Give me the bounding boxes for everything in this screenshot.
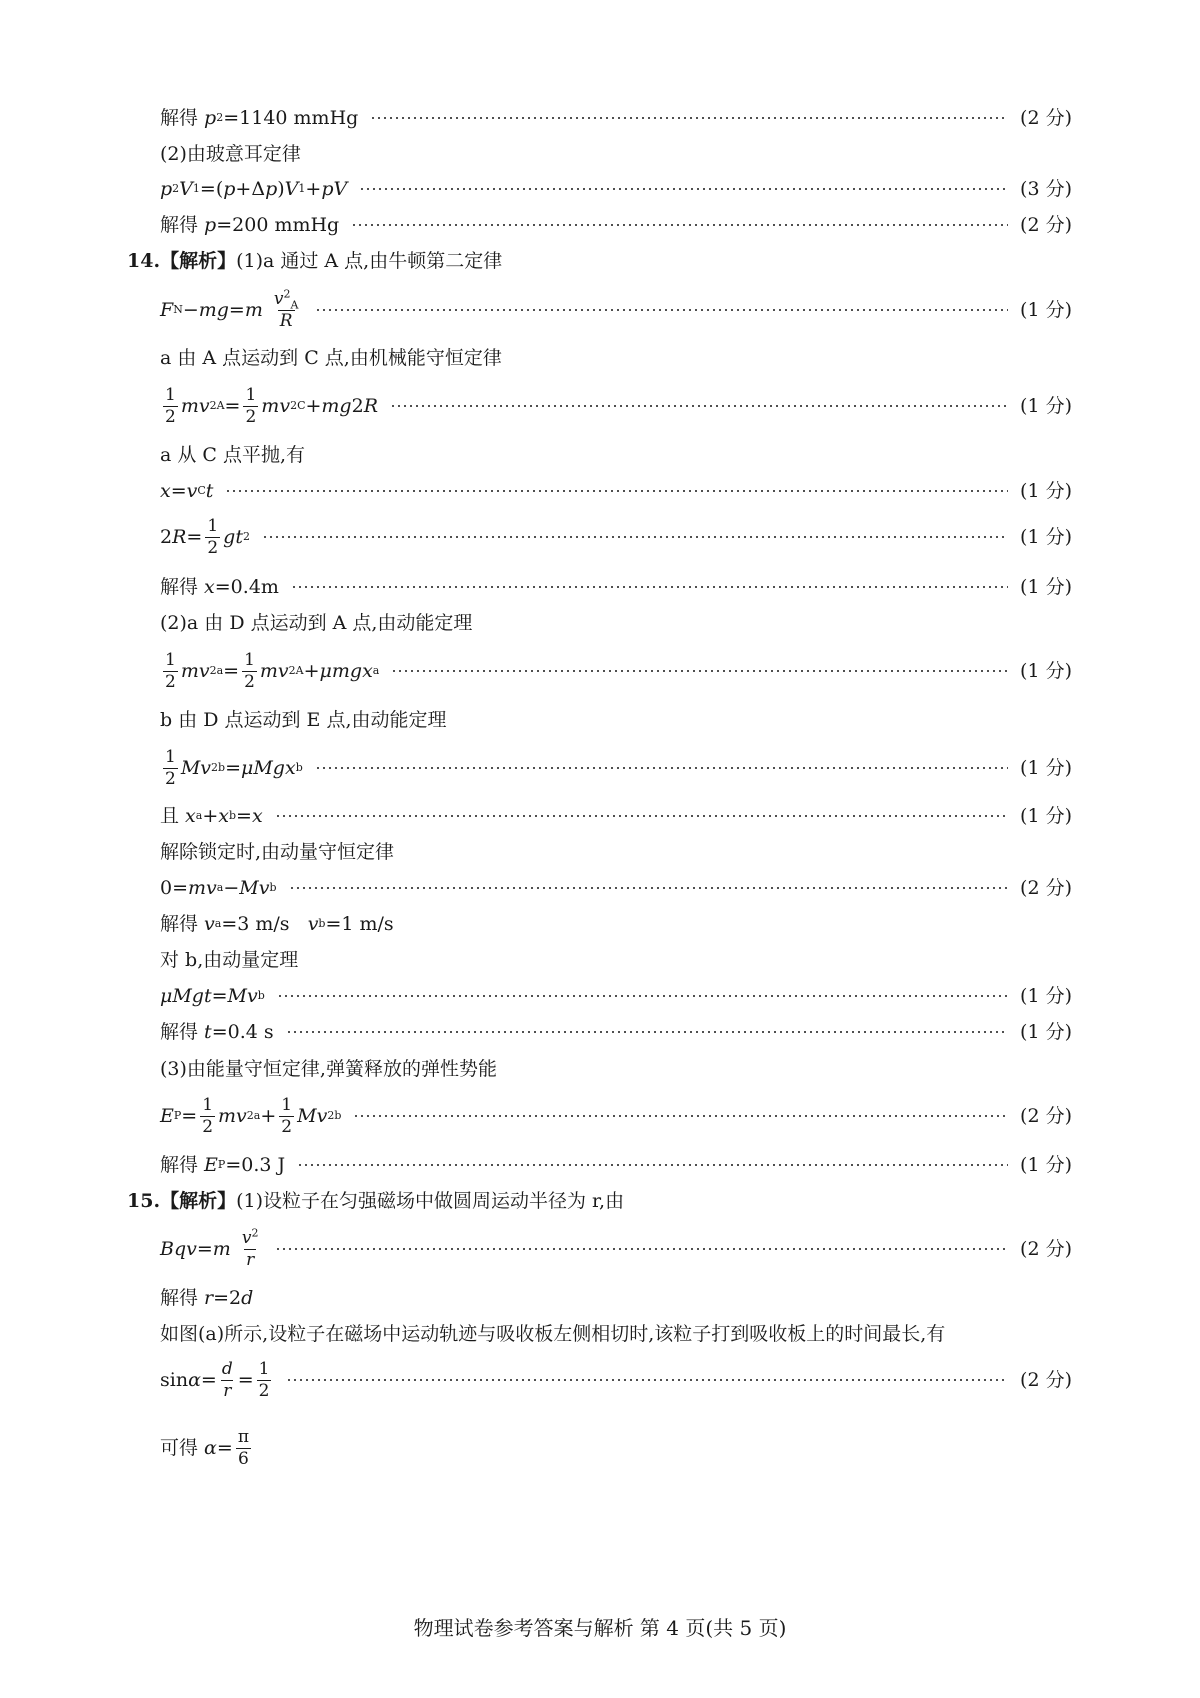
- line-16: [160, 744, 1072, 792]
- equation: 且 x a + x b = x: [160, 804, 263, 827]
- question-15-heading: [127, 1189, 1072, 1213]
- score: (1 分): [1020, 298, 1072, 321]
- leader-dots: [225, 490, 1008, 492]
- line-30: [160, 1322, 1072, 1346]
- leader-dots: [291, 586, 1008, 588]
- line-9: [160, 443, 1072, 467]
- line-1: [160, 106, 1072, 130]
- leader-dots: [275, 815, 1008, 817]
- text: a 由 A 点运动到 C 点,由机械能守恒定律: [160, 346, 502, 369]
- leader-dots: [289, 887, 1009, 889]
- text: a 从 C 点平抛,有: [160, 443, 306, 466]
- score: (1 分): [1020, 1153, 1072, 1176]
- leader-dots: [351, 224, 1008, 226]
- equation: 解得 p =200 mmHg: [160, 213, 340, 236]
- question-number: 14.: [127, 249, 161, 272]
- score: (2 分): [1020, 1237, 1072, 1260]
- line-11: [160, 513, 1072, 561]
- leader-dots: [286, 1031, 1008, 1033]
- score: (2 分): [1020, 876, 1072, 899]
- score: (1 分): [1020, 525, 1072, 548]
- equation: E P = $\frac{1}{2}$ mv 2 a + $\frac{1}{2}$ Mv 2 b: [160, 1094, 342, 1137]
- text: (1)a 通过 A 点,由牛顿第二定律: [236, 249, 503, 272]
- equation: 0= mv a − Mv b: [160, 876, 277, 899]
- line-17: [160, 804, 1072, 828]
- equation: 解得 p 2 =1140 mmHg: [160, 106, 359, 129]
- equation: x = v C t: [160, 479, 214, 502]
- leader-dots: [262, 536, 1008, 538]
- equation: 解得 x =0.4m: [160, 575, 279, 598]
- leader-dots: [286, 1379, 1008, 1381]
- equation: Bqv = m $\frac{v^2}{r}$: [160, 1225, 259, 1270]
- line-4: [160, 213, 1072, 237]
- score: (1 分): [1020, 479, 1072, 502]
- line-28: [160, 1225, 1072, 1273]
- line-23: [160, 1020, 1072, 1044]
- text: b 由 D 点运动到 E 点,由动能定理: [160, 708, 447, 731]
- leader-dots: [391, 670, 1008, 672]
- leader-dots: [359, 188, 1008, 190]
- line-13: [160, 611, 1072, 635]
- text: (3)由能量守恒定律,弹簧释放的弹性势能: [160, 1057, 497, 1080]
- line-20: [160, 912, 1072, 936]
- equation: 解得 E P =0.3 J: [160, 1153, 286, 1176]
- score: (1 分): [1020, 394, 1072, 417]
- score: (2 分): [1020, 1368, 1072, 1391]
- leader-dots: [370, 117, 1008, 119]
- line-2: [160, 142, 1072, 166]
- line-12: [160, 575, 1072, 599]
- line-26: [160, 1153, 1072, 1177]
- line-6: [160, 286, 1072, 334]
- equation: 解得 t =0.4 s: [160, 1020, 274, 1043]
- leader-dots: [353, 1115, 1008, 1117]
- line-3: [160, 177, 1072, 201]
- equation: $\frac{1}{2}$ Mv 2 b = μMgx b: [165, 746, 303, 789]
- equation: μMgt = Mv b: [160, 984, 265, 1007]
- equation: 可得 α = $\frac{\pi}{6}$: [160, 1426, 249, 1469]
- question-number: 15.: [127, 1189, 161, 1212]
- equation: 解得 v a =3 m/s v b =1 m/s: [160, 912, 394, 935]
- text: 对 b,由动量定理: [160, 948, 299, 971]
- equation: sin α = $\frac{d}{r}$ = $\frac{1}{2}$: [160, 1358, 270, 1401]
- score: (2 分): [1020, 1104, 1072, 1127]
- text: (2)由玻意耳定律: [160, 142, 301, 165]
- score: (1 分): [1020, 659, 1072, 682]
- leader-dots: [315, 309, 1008, 311]
- line-31: [160, 1356, 1072, 1404]
- text: 解除锁定时,由动量守恒定律: [160, 840, 395, 863]
- text: 如图(a)所示,设粒子在磁场中运动轨迹与吸收板左侧相切时,该粒子打到吸收板上的时间最长,有: [160, 1322, 946, 1345]
- question-14-heading: [127, 249, 1072, 273]
- leader-dots: [277, 995, 1008, 997]
- equation: 解得 r =2 d: [160, 1286, 254, 1309]
- score: (1 分): [1020, 1020, 1072, 1043]
- line-22: [160, 984, 1072, 1008]
- leader-dots: [390, 405, 1008, 407]
- score: (2 分): [1020, 106, 1072, 129]
- equation: $\frac{1}{2}$ mv 2 A = $\frac{1}{2}$ mv 2 C + mg 2 R: [165, 384, 378, 427]
- line-8: [160, 382, 1072, 430]
- equation: $\frac{1}{2}$ mv 2 a = $\frac{1}{2}$ mv 2 A + μmgx a: [165, 649, 380, 692]
- score: (3 分): [1020, 177, 1072, 200]
- score: (2 分): [1020, 213, 1072, 236]
- line-7: [160, 346, 1072, 370]
- line-25: [160, 1092, 1072, 1140]
- line-29: [160, 1286, 1072, 1310]
- analysis-tag: 【解析】: [160, 249, 237, 272]
- text: (2)a 由 D 点运动到 A 点,由动能定理: [160, 611, 473, 634]
- score: (1 分): [1020, 804, 1072, 827]
- line-24: [160, 1057, 1072, 1081]
- line-19: [160, 876, 1072, 900]
- leader-dots: [297, 1164, 1008, 1166]
- score: (1 分): [1020, 984, 1072, 1007]
- leader-dots: [275, 1248, 1008, 1250]
- equation: p 2 V 1 =( p +Δ p ) V 1 + pV: [160, 177, 348, 200]
- line-18: [160, 840, 1072, 864]
- line-21: [160, 948, 1072, 972]
- line-32: [160, 1424, 1072, 1472]
- equation: 2 R = $\frac{1}{2}$ gt 2: [160, 515, 250, 558]
- analysis-tag: 【解析】: [160, 1189, 237, 1212]
- equation: F N − mg = m $\frac{v^2_A}{R}$: [160, 286, 299, 331]
- text: (1)设粒子在匀强磁场中做圆周运动半径为 r,由: [236, 1189, 625, 1212]
- line-15: [160, 708, 1072, 732]
- leader-dots: [315, 767, 1008, 769]
- line-14: [160, 647, 1072, 695]
- score: (1 分): [1020, 756, 1072, 779]
- score: (1 分): [1020, 575, 1072, 598]
- page-footer: 物理试卷参考答案与解析 第 4 页(共 5 页): [413, 1616, 787, 1640]
- line-10: [160, 479, 1072, 503]
